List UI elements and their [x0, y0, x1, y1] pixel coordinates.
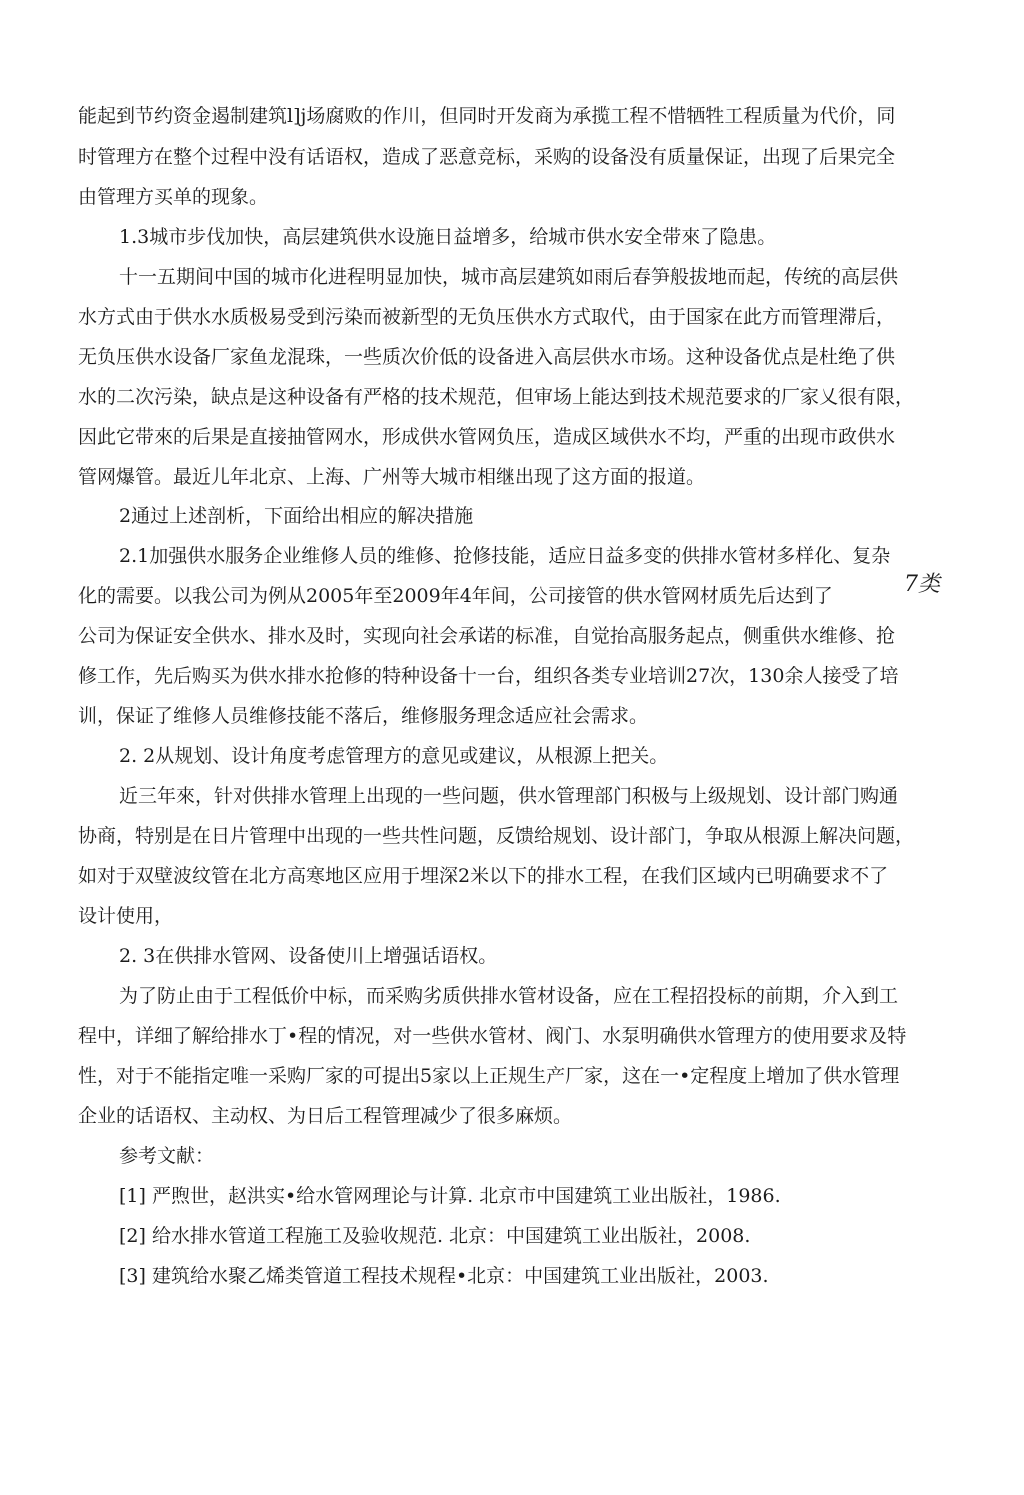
paragraph-2-line-5: 因此它带來的后果是直接抽管网水，形成供水管网负压，造成区域供水不均，严重的出现市政供水	[78, 426, 896, 448]
paragraph-4-line-1: 近三年來，针对供排水管理上出现的一些问题，供水管理部门积极与上级规划、设计部门购通	[119, 785, 899, 807]
paragraph-3-line-1: 2.1加强供水服务企业维修人员的维修、抢修技能，适应日益多变的供排水管材多样化、复杂	[119, 545, 891, 567]
reference-item-3: [3] 建筑给水聚乙烯类管道工程技术规程•北京：中国建筑工业出版社，2003.	[119, 1265, 769, 1287]
paragraph-3-line-3: 公司为保证安全供水、排水及时，实现向社会承诺的标准，自觉抬高服务起点，侧重供水维修、抢	[78, 625, 896, 647]
paragraph-4-line-4: 设计使用，	[78, 905, 174, 927]
reference-item-2: [2] 给水排水管道工程施工及验收规范. 北京：中国建筑工业出版社，2008.	[119, 1225, 751, 1247]
paragraph-5-line-2: 程中，详细了解给排水丁•程的情况，对一些供水管材、阀门、水泵明确供水管理方的使用要求及特	[78, 1025, 907, 1047]
paragraph-5-line-1: 为了防止由于工程低价中标，而采购劣质供排水管材设备，应在工程招投标的前期，介入到工	[119, 985, 899, 1007]
paragraph-2-line-2: 水方式由于供水水质极易受到污染而被新型的无负压供水方式取代，由于国家在此方而管理滞后，	[78, 306, 896, 328]
paragraph-1-line-1: 能起到节约资金遏制建筑l]j场腐败的作川，但同时开发商为承揽工程不惜牺牲工程质量为代价，同	[78, 105, 896, 127]
paragraph-1-line-3: 由管理方买单的现象。	[78, 186, 269, 208]
paragraph-1-line-2: 时管理方在整个过程中没有话语权，造成了恶意竞标，采购的设备没有质量保证，出现了后果完全	[78, 146, 896, 168]
paragraph-2-line-4: 水的二次污染，缺点是这种设备有严格的技术规范，但审场上能达到技术规范要求的厂家乂很有限，	[78, 386, 915, 408]
references-title: 参考文献：	[119, 1145, 215, 1167]
paragraph-3-line-5: 训，保证了维修人员维修技能不落后，维修服务理念适应社会需求。	[78, 705, 649, 727]
paragraph-3-line-2: 化的需要。以我公司为例从2005年至2009年4年间，公司接管的供水管网材质先后达到了	[78, 585, 833, 607]
section-heading-1-3: 1.3城市步伐加快，高层建筑供水设施日益增多，给城市供水安全带來了隐患。	[119, 226, 777, 248]
paragraph-4-line-2: 协商，特别是在日片管理中出现的一些共性问题，反馈给规划、设计部门，争取从根源上解决问题，	[78, 825, 915, 847]
paragraph-5-line-3: 性，对于不能指定唯一采购厂家的可提出5家以上正规生产厂家，这在一•定程度上增加了供水管理	[78, 1065, 900, 1087]
section-heading-2: 2通过上述剖析，下面给出相应的解决措施	[119, 505, 474, 527]
reference-item-1: [1] 严煦世，赵洪实•给水管网理论与计算. 北京市中国建筑工业出版社，1986.	[119, 1185, 781, 1207]
paragraph-4-line-3: 如对于双壁波纹管在北方高寒地区应用于埋深2米以下的排水工程，在我们区域内已明确要求不了	[78, 865, 889, 887]
paragraph-2-line-3: 无负压供水设备厂家鱼龙混珠，一些质次价低的设备进入高层供水市场。这种设备优点是杜绝了供	[78, 346, 896, 368]
section-heading-2-3: 2. 3在供排水管网、设备使川上增强话语权。	[119, 945, 498, 967]
paragraph-2-line-6: 管网爆管。最近儿年北京、上海、广州等大城市相继出现了这方面的报道。	[78, 466, 706, 488]
section-heading-2-2: 2. 2从规划、设计角度考虑管理方的意见或建议，从根源上把关。	[119, 745, 669, 767]
paragraph-2-line-1: 十一五期间中国的城市化进程明显加快，城市高层建筑如雨后春笋般拔地而起，传统的高层供	[119, 266, 899, 288]
paragraph-3-line-4: 修工作，先后购买为供水排水抢修的特种设备十一台，组织各类专业培训27次，130余人接受了培	[78, 665, 899, 687]
paragraph-5-line-4: 企业的话语权、主动权、为日后工程管理减少了很多麻烦。	[78, 1105, 573, 1127]
stray-margin-mark: 7类	[904, 572, 940, 597]
